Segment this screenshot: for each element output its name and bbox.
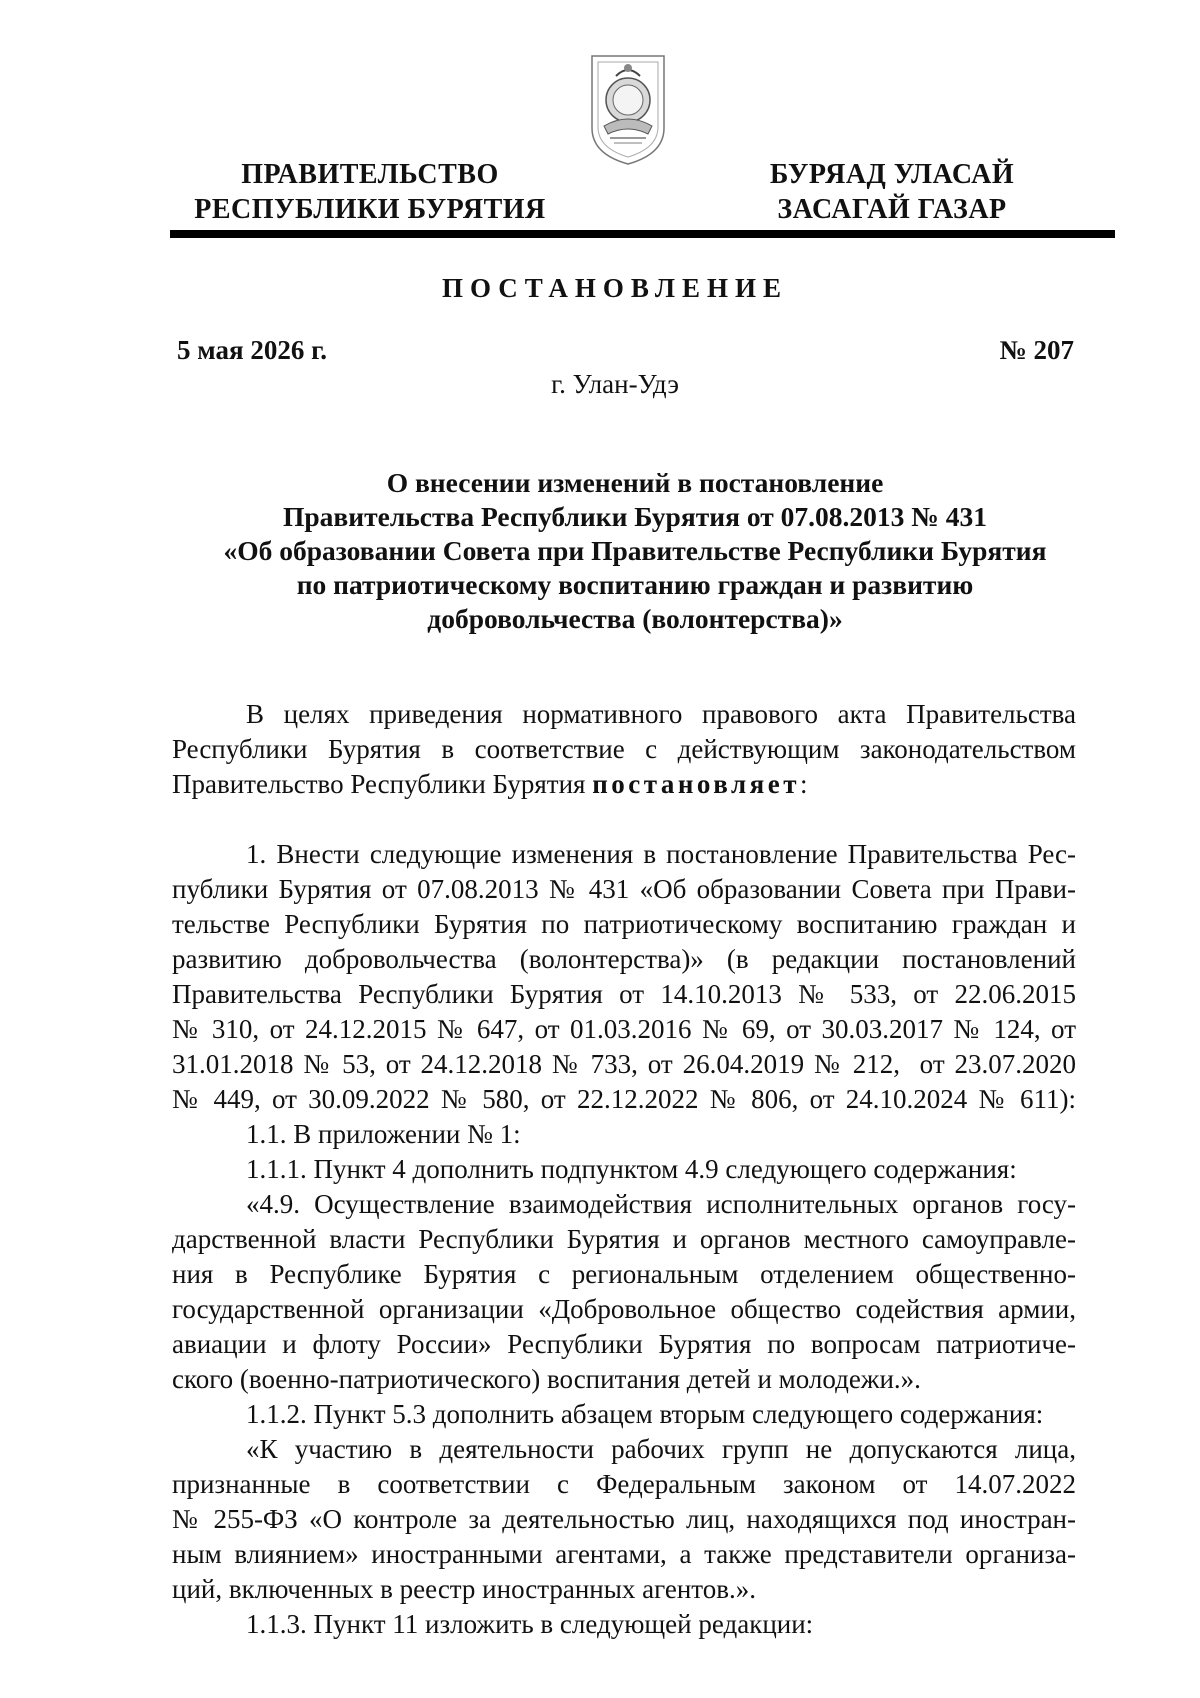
header-divider	[170, 230, 1115, 238]
preamble-prefix: Правительство Республики Бурятия	[172, 769, 593, 799]
clause-1-1-2: 1.1.2. Пункт 5.3 дополнить абзацем вторым следующего содержания:	[246, 1399, 1044, 1429]
text-line: «4.9. Осуществление взаимодействия исполнительных органов госу-	[246, 1189, 1076, 1219]
clause-1-1-1: 1.1.1. Пункт 4 дополнить подпунктом 4.9 следующего содержания:	[246, 1154, 1017, 1184]
item-5-3	[172, 1432, 1076, 1607]
org-name-russian	[175, 157, 565, 227]
clause-1-1: 1.1. В приложении № 1:	[246, 1119, 521, 1149]
document-body	[172, 697, 1076, 1642]
title-line: по патриотическому воспитанию граждан и развитию	[296, 569, 974, 600]
title-line: «Об образовании Совета при Правительстве Республики Бурятия	[223, 535, 1047, 566]
text-line: ным влиянием» иностранными агентами, а также представители организа-	[172, 1539, 1076, 1569]
paragraph-gap	[172, 802, 1076, 837]
text-line: «К участию в деятельности рабочих групп не допускаются лица,	[246, 1434, 1076, 1464]
text-line: авиации и флоту России» Республики Бурятия по вопросам патриотиче-	[172, 1329, 1076, 1359]
text-line	[172, 767, 1076, 802]
org-line: ПРАВИТЕЛЬСТВО	[241, 159, 499, 190]
text-line: ния в Республике Бурятия с региональным отделением общественно-	[172, 1259, 1076, 1289]
text-line: дарственной власти Республики Бурятия и органов местного самоуправле-	[172, 1224, 1076, 1254]
text-line: признанные в соответствии с Федеральным законом от 14.07.2022	[172, 1469, 1076, 1499]
org-line: БУРЯАД УЛАСАЙ	[769, 159, 1015, 190]
text-line: Правительства Республики Бурятия от 14.10.2013 № 533, от 22.06.2015	[172, 979, 1076, 1009]
title-line: добровольчества (волонтерства)»	[427, 603, 843, 634]
clause-1-1-3: 1.1.3. Пункт 11 изложить в следующей редакции:	[246, 1609, 814, 1639]
text-line: государственной организации «Добровольное общество содействия армии,	[172, 1294, 1076, 1324]
title-line: Правительства Республики Бурятия от 07.08.2013 № 431	[282, 501, 987, 532]
text-line: В целях приведения нормативного правового акта Правительства	[246, 699, 1076, 729]
document-title	[175, 466, 1095, 636]
clause-1	[172, 837, 1076, 1117]
text-line: № 449, от 30.09.2022 № 580, от 22.12.2022 № 806, от 24.10.2024 № 611):	[172, 1084, 1076, 1114]
resolution-keyword: постановляет	[592, 769, 800, 799]
text-line: № 310, от 24.12.2015 № 647, от 01.03.2016 № 69, от 30.03.2017 № 124, от	[172, 1014, 1076, 1044]
text-line: публики Бурятия от 07.08.2013 № 431 «Об образовании Совета при Прави-	[172, 874, 1076, 904]
org-name-buryat	[742, 157, 1042, 227]
text-line: ского (военно-патриотического) воспитания детей и молодежи.».	[172, 1364, 921, 1394]
document-city: г. Улан-Удэ	[551, 369, 679, 399]
text-line: Республики Бурятия в соответствие с действующим законодательством	[172, 734, 1076, 764]
document-number-text: № 207	[999, 335, 1074, 365]
document-type: ПОСТАНОВЛЕНИЕ	[441, 273, 789, 303]
preamble-colon: :	[799, 769, 808, 799]
org-line: ЗАСАГАЙ ГАЗАР	[777, 194, 1007, 225]
text-line: тельстве Республики Бурятия по патриотическому воспитанию граждан и	[172, 909, 1076, 939]
text-line: ций, включенных в реестр иностранных агентов.».	[172, 1574, 756, 1604]
text-line: развитию добровольчества (волонтерства)» (в редакции постановлений	[172, 944, 1076, 974]
item-4-9	[172, 1187, 1076, 1397]
title-line: О внесении изменений в постановление	[386, 467, 884, 498]
text-line: № 255-ФЗ «О контроле за деятельностью лиц, находящихся под иностран-	[172, 1504, 1076, 1534]
document-number	[999, 335, 1074, 366]
text-line: 31.01.2018 № 53, от 24.12.2018 № 733, от 26.04.2019 № 212, от 23.07.2020	[172, 1049, 1076, 1079]
org-line: РЕСПУБЛИКИ БУРЯТИЯ	[194, 194, 546, 225]
document-date: 5 мая 2026 г.	[177, 335, 328, 365]
coat-of-arms-icon	[586, 50, 670, 168]
text-line: 1. Внести следующие изменения в постановление Правительства Рес-	[246, 839, 1076, 869]
preamble	[172, 697, 1076, 802]
